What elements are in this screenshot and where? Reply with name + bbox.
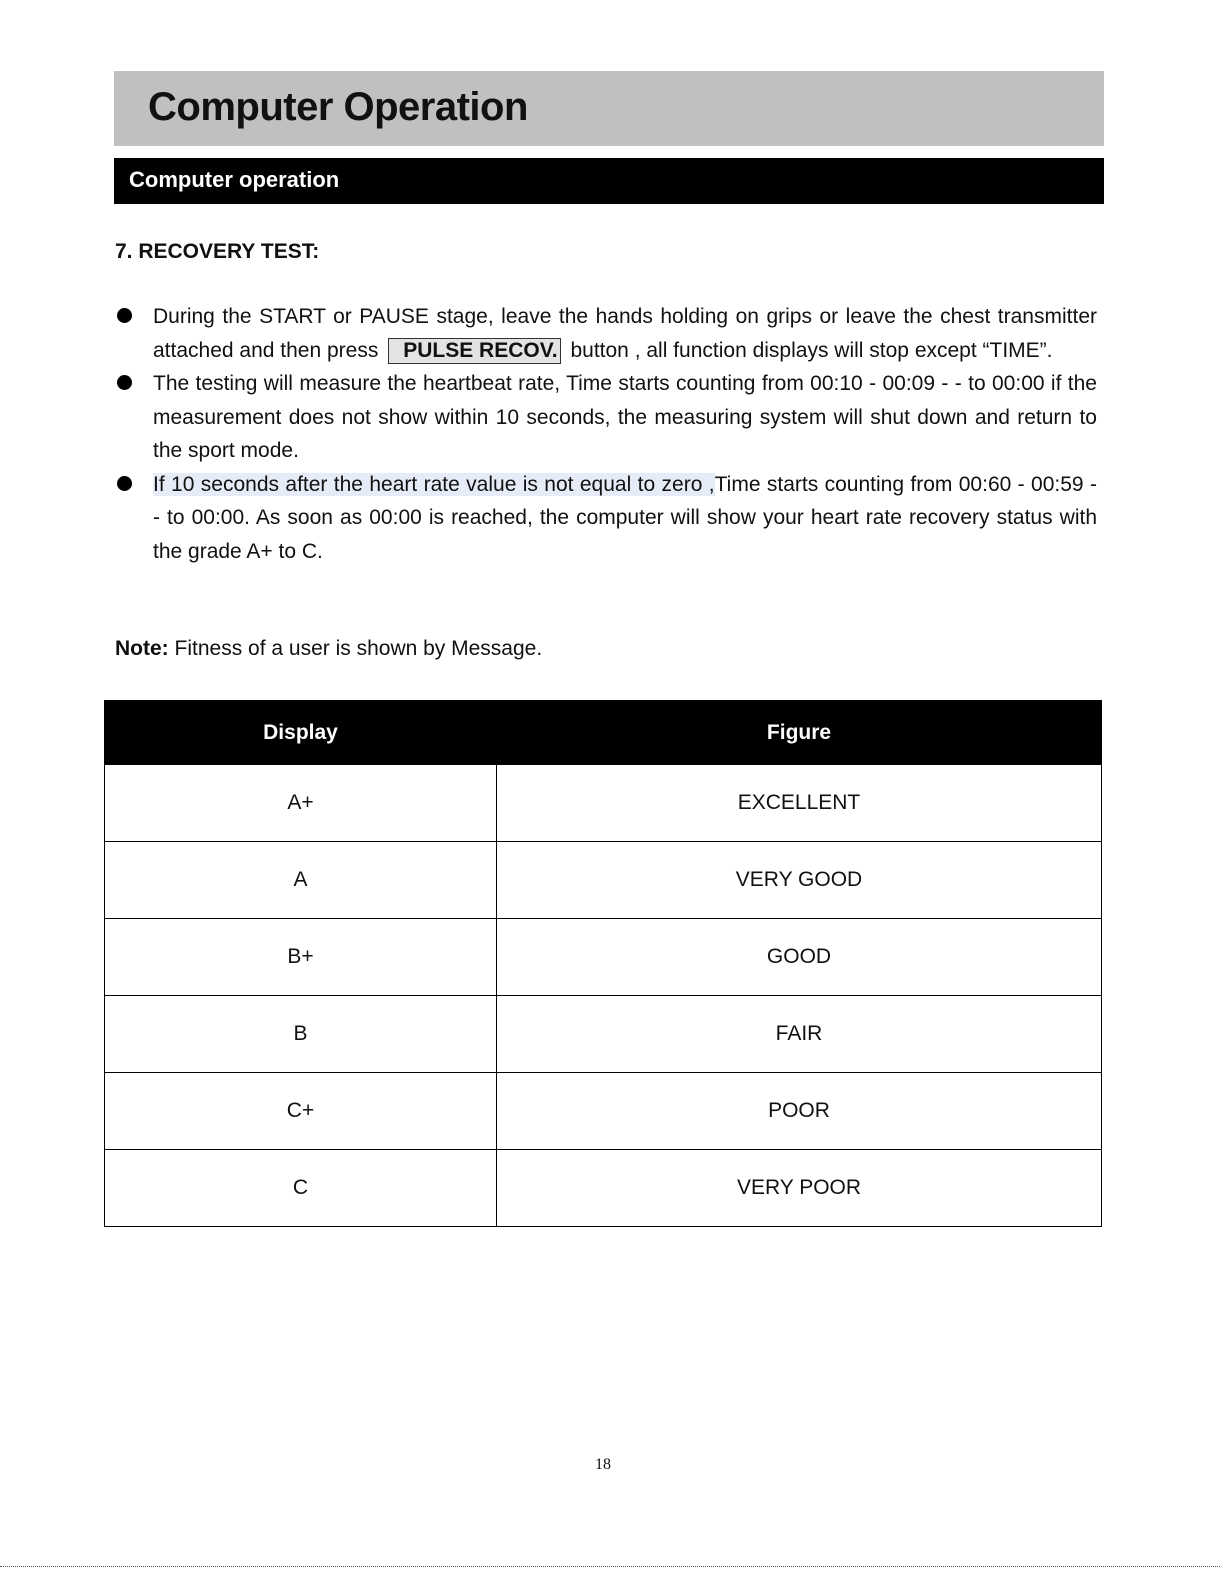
- bullet-1-text-before: During the START or PAUSE stage, leave the hands holding on grips or leave the chest transmitter attached and then press: [153, 305, 1097, 362]
- grade-table: [104, 700, 1102, 1227]
- bullet-dot-icon: [117, 308, 132, 323]
- figure-cell: FAIR: [497, 996, 1102, 1073]
- table-row: [105, 919, 1102, 996]
- pulse-recov-button-label: PULSE RECOV.: [388, 338, 560, 364]
- bottom-divider: [0, 1566, 1220, 1567]
- recovery-test-heading: 7. RECOVERY TEST:: [115, 240, 320, 263]
- display-cell: C: [105, 1150, 497, 1227]
- table-row: [105, 765, 1102, 842]
- table-row: [105, 1150, 1102, 1227]
- header-display: Display: [105, 701, 497, 765]
- table-row: [105, 996, 1102, 1073]
- figure-cell: POOR: [497, 1073, 1102, 1150]
- table-header-row: [105, 701, 1102, 765]
- figure-cell: GOOD: [497, 919, 1102, 996]
- display-cell: B+: [105, 919, 497, 996]
- figure-cell: VERY GOOD: [497, 842, 1102, 919]
- note: [115, 637, 542, 661]
- bullet-3-highlight-text: If 10 seconds after the heart rate value is not equal to zero ,: [153, 472, 715, 496]
- table-row: [105, 842, 1102, 919]
- bullet-1-text-after: button , all function displays will stop except “TIME”.: [570, 338, 1053, 362]
- table-row: [105, 1073, 1102, 1150]
- bullet-item-2: [115, 367, 1097, 468]
- section-title: Computer operation: [129, 167, 340, 192]
- page-number: 18: [595, 1456, 611, 1473]
- bullet-dot-icon: [117, 375, 132, 390]
- bullet-dot-icon: [117, 476, 132, 491]
- bullet-list: [115, 300, 1097, 568]
- bullet-3-text: Time starts counting from 00:60 - 00:59 - - to 00:00. As soon as 00:00 is reached, the computer will show your heart rate recovery status with the grade A+ to C.: [153, 472, 1097, 563]
- bullet-item-1: [115, 300, 1097, 367]
- bullet-2-text: The testing will measure the heartbeat rate, Time starts counting from 00:10 - 00:09 - - to 00:00 if the measurement does not show within 10 seconds, the measuring system will shut down and return to the sport mode.: [153, 372, 1097, 462]
- section-bar: [114, 158, 1104, 204]
- bullet-item-3: [115, 468, 1097, 569]
- display-cell: A: [105, 842, 497, 919]
- note-label: Note:: [115, 637, 169, 660]
- display-cell: B: [105, 996, 497, 1073]
- figure-cell: EXCELLENT: [497, 765, 1102, 842]
- note-text: Fitness of a user is shown by Message.: [174, 637, 543, 660]
- page-title: Computer Operation: [148, 85, 528, 129]
- display-cell: C+: [105, 1073, 497, 1150]
- header-figure: Figure: [497, 701, 1102, 765]
- display-cell: A+: [105, 765, 497, 842]
- figure-cell: VERY POOR: [497, 1150, 1102, 1227]
- title-bar: [114, 71, 1104, 146]
